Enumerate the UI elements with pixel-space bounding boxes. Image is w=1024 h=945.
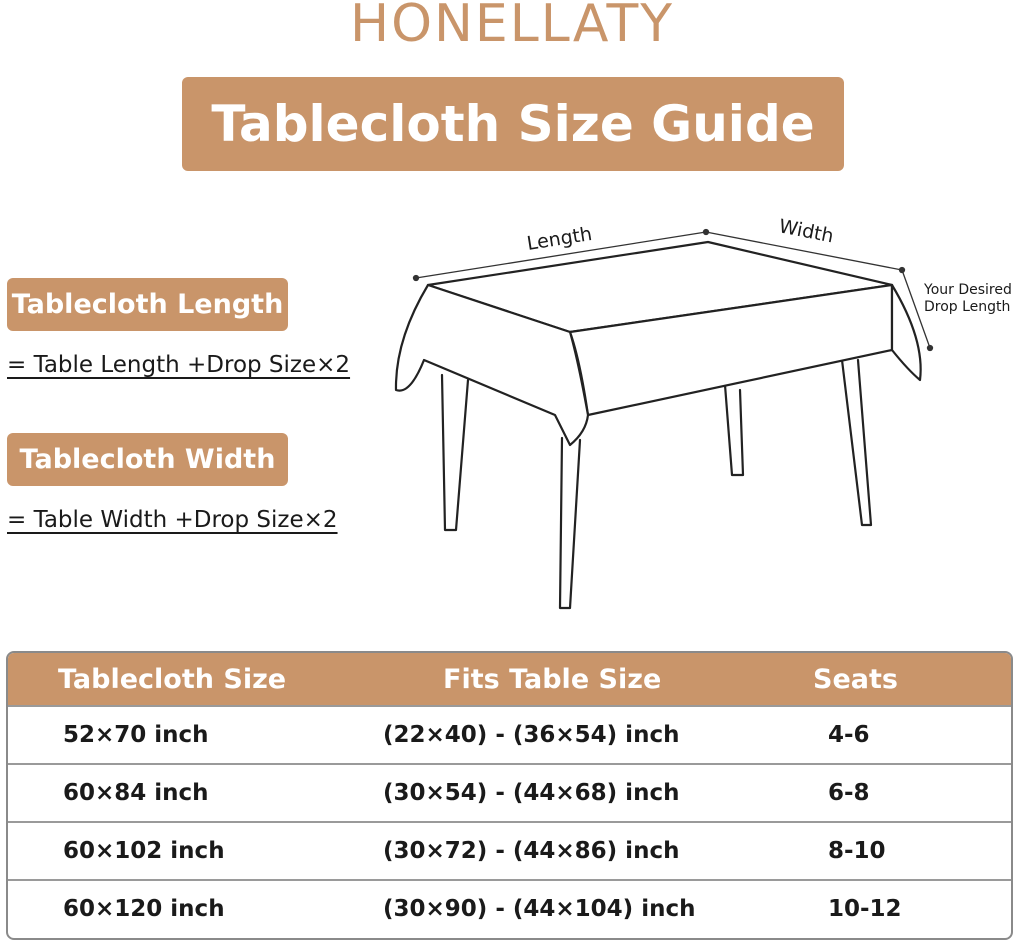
- header-seats: Seats: [813, 663, 898, 695]
- cell-size: 60×84 inch: [63, 780, 209, 806]
- table-leg-front: [560, 438, 580, 608]
- drop-label-line2: Drop Length: [924, 299, 1011, 315]
- page-title: Tablecloth Size Guide: [211, 95, 815, 153]
- table-leg-back-right: [725, 385, 743, 475]
- cell-size: 60×120 inch: [63, 896, 225, 922]
- cell-size: 52×70 inch: [63, 722, 209, 748]
- tablecloth-width-label: Tablecloth Width: [7, 433, 288, 486]
- cell-fits: (30×54) - (44×68) inch: [383, 780, 680, 806]
- header-tablecloth-size: Tablecloth Size: [58, 663, 287, 695]
- brand-name: HONELLATY: [350, 0, 674, 54]
- tablecloth-length-label: Tablecloth Length: [7, 278, 288, 331]
- title-banner: [182, 77, 844, 171]
- table-diagram: [380, 210, 1024, 630]
- table-row: [8, 821, 1011, 879]
- table-header: [8, 653, 1011, 705]
- cell-seats: 8-10: [828, 838, 886, 864]
- table-row: [8, 763, 1011, 821]
- table-leg-right: [842, 360, 871, 525]
- table-row: [8, 879, 1011, 937]
- cell-seats: 4-6: [828, 722, 870, 748]
- cell-fits: (30×72) - (44×86) inch: [383, 838, 680, 864]
- table-leg-back-left: [442, 375, 468, 530]
- tablecloth-right-drop: [892, 285, 921, 380]
- cell-fits: (30×90) - (44×104) inch: [383, 896, 696, 922]
- cell-fits: (22×40) - (36×54) inch: [383, 722, 680, 748]
- length-formula: = Table Length +Drop Size×2: [7, 352, 351, 378]
- size-table: [6, 651, 1013, 940]
- length-label: Length: [525, 222, 594, 255]
- cell-seats: 6-8: [828, 780, 870, 806]
- width-formula: = Table Width +Drop Size×2: [7, 507, 338, 533]
- table-row: [8, 705, 1011, 763]
- width-label: Width: [777, 215, 836, 248]
- drop-label-line1: Your Desired: [924, 282, 1012, 298]
- cell-size: 60×102 inch: [63, 838, 225, 864]
- cell-seats: 10-12: [828, 896, 902, 922]
- header-fits-table-size: Fits Table Size: [443, 663, 662, 695]
